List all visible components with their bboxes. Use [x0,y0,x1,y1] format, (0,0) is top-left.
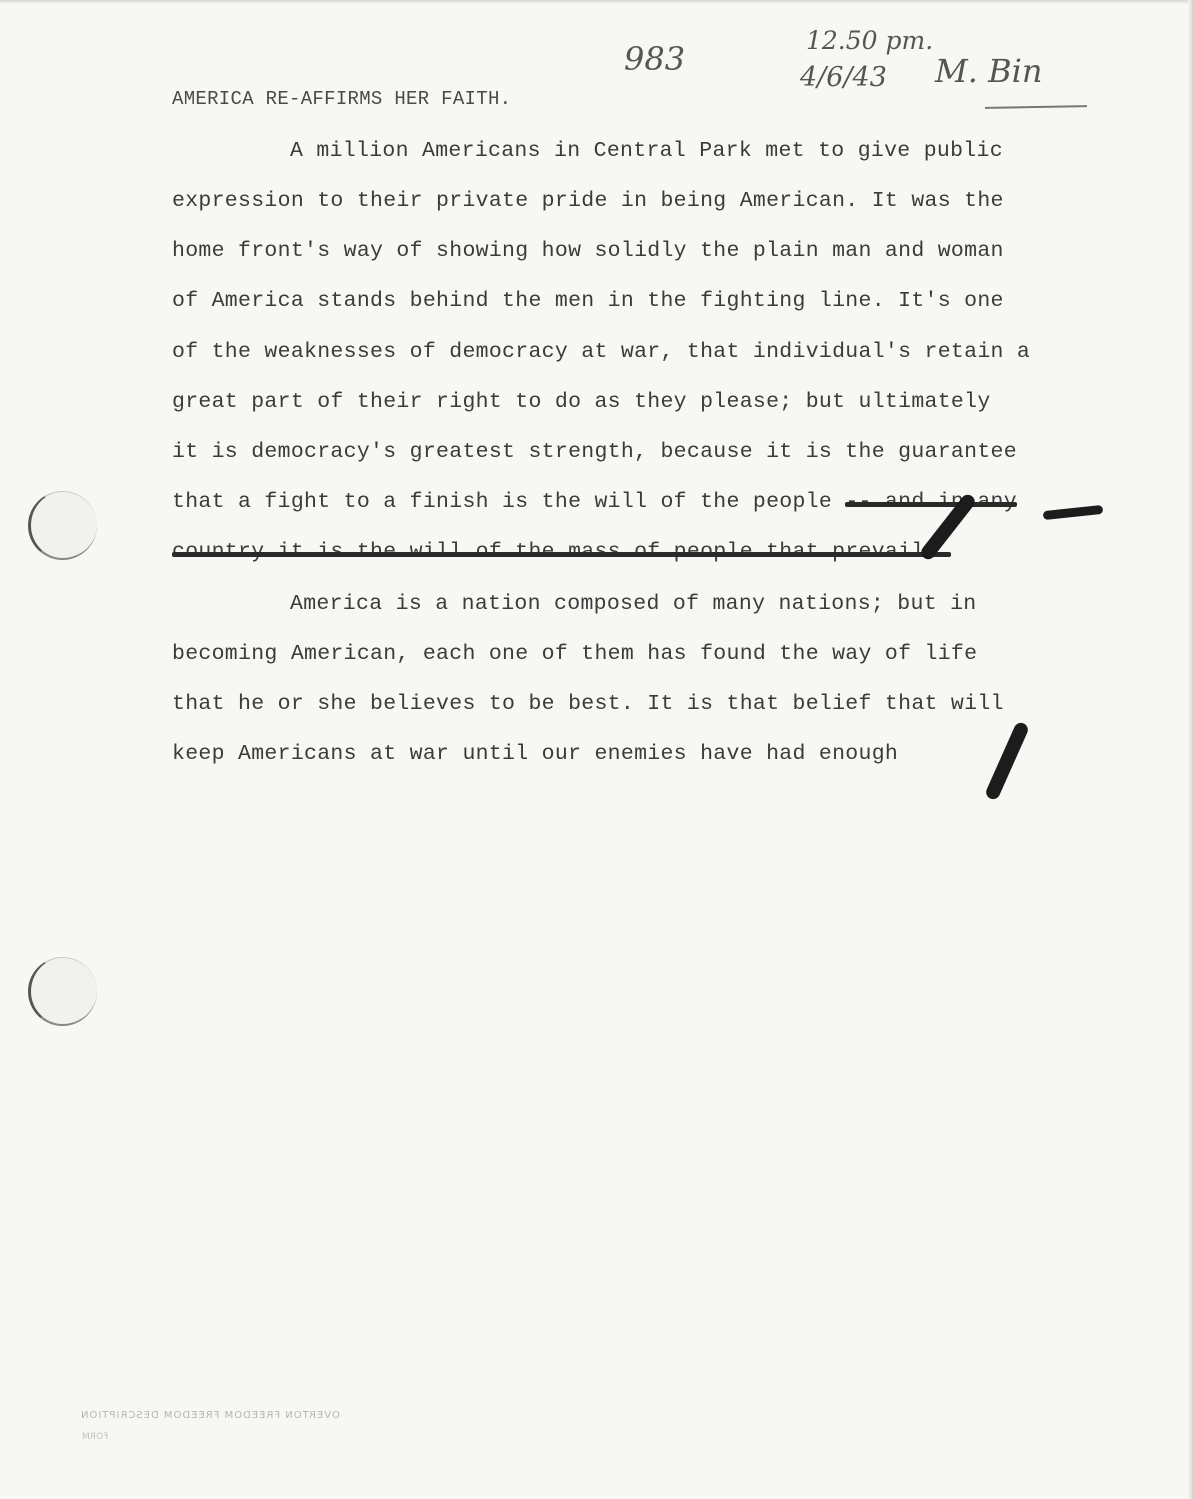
document-title: AMERICA RE-AFFIRMS HER FAITH. [172,88,512,110]
text-line-9 [172,540,951,564]
pen-slash-mark-end [984,721,1030,802]
page-edge-top [0,0,1194,4]
text-line-8-kept: that a fight to a finish is the will of the people [172,490,833,514]
handwritten-time: 12.50 pm. [806,26,934,55]
handwritten-date: 4/6/43 [800,62,887,93]
text-line-4: of America stands behind the men in the fighting line. It's one [172,289,1004,313]
punch-hole-bottom [28,957,97,1026]
text-line-10: America is a nation composed of many nations; but in [290,592,977,616]
page-edge-right [1188,0,1194,1499]
strike-line [172,552,951,557]
struck-text-tail [845,490,1017,514]
struck-text-line [172,540,951,564]
text-line-12: that he or she believes to be best. It is that belief that will [172,692,1004,716]
text-line-6: great part of their right to do as they please; but ultimately [172,390,991,414]
strike-line [845,502,1017,507]
pen-strike-mark [1043,505,1104,520]
text-line-13: keep Americans at war until our enemies have had enough [172,742,899,766]
text-line-2: expression to their private pride in being American. It was the [172,189,1004,213]
text-line-8 [172,490,1017,514]
text-line-1: A million Americans in Central Park met to give public [290,139,1003,163]
text-line-7: it is democracy's greatest strength, because it is the guarantee [172,440,1017,464]
text-line-3: home front's way of showing how solidly the plain man and woman [172,239,1004,263]
footer-imprint: OVERTON FREEDOM FREEDOM DESCRIPTION [80,1410,340,1421]
punch-hole-top [28,491,97,560]
footer-code: FORM [82,1432,109,1442]
handwritten-initials: M. Bin [935,52,1043,90]
handwritten-doc-number: 983 [624,40,686,78]
text-line-11: becoming American, each one of them has found the way of life [172,642,978,666]
text-line-5: of the weaknesses of democracy at war, that individual's retain a [172,340,1031,364]
initials-underline [985,105,1087,109]
